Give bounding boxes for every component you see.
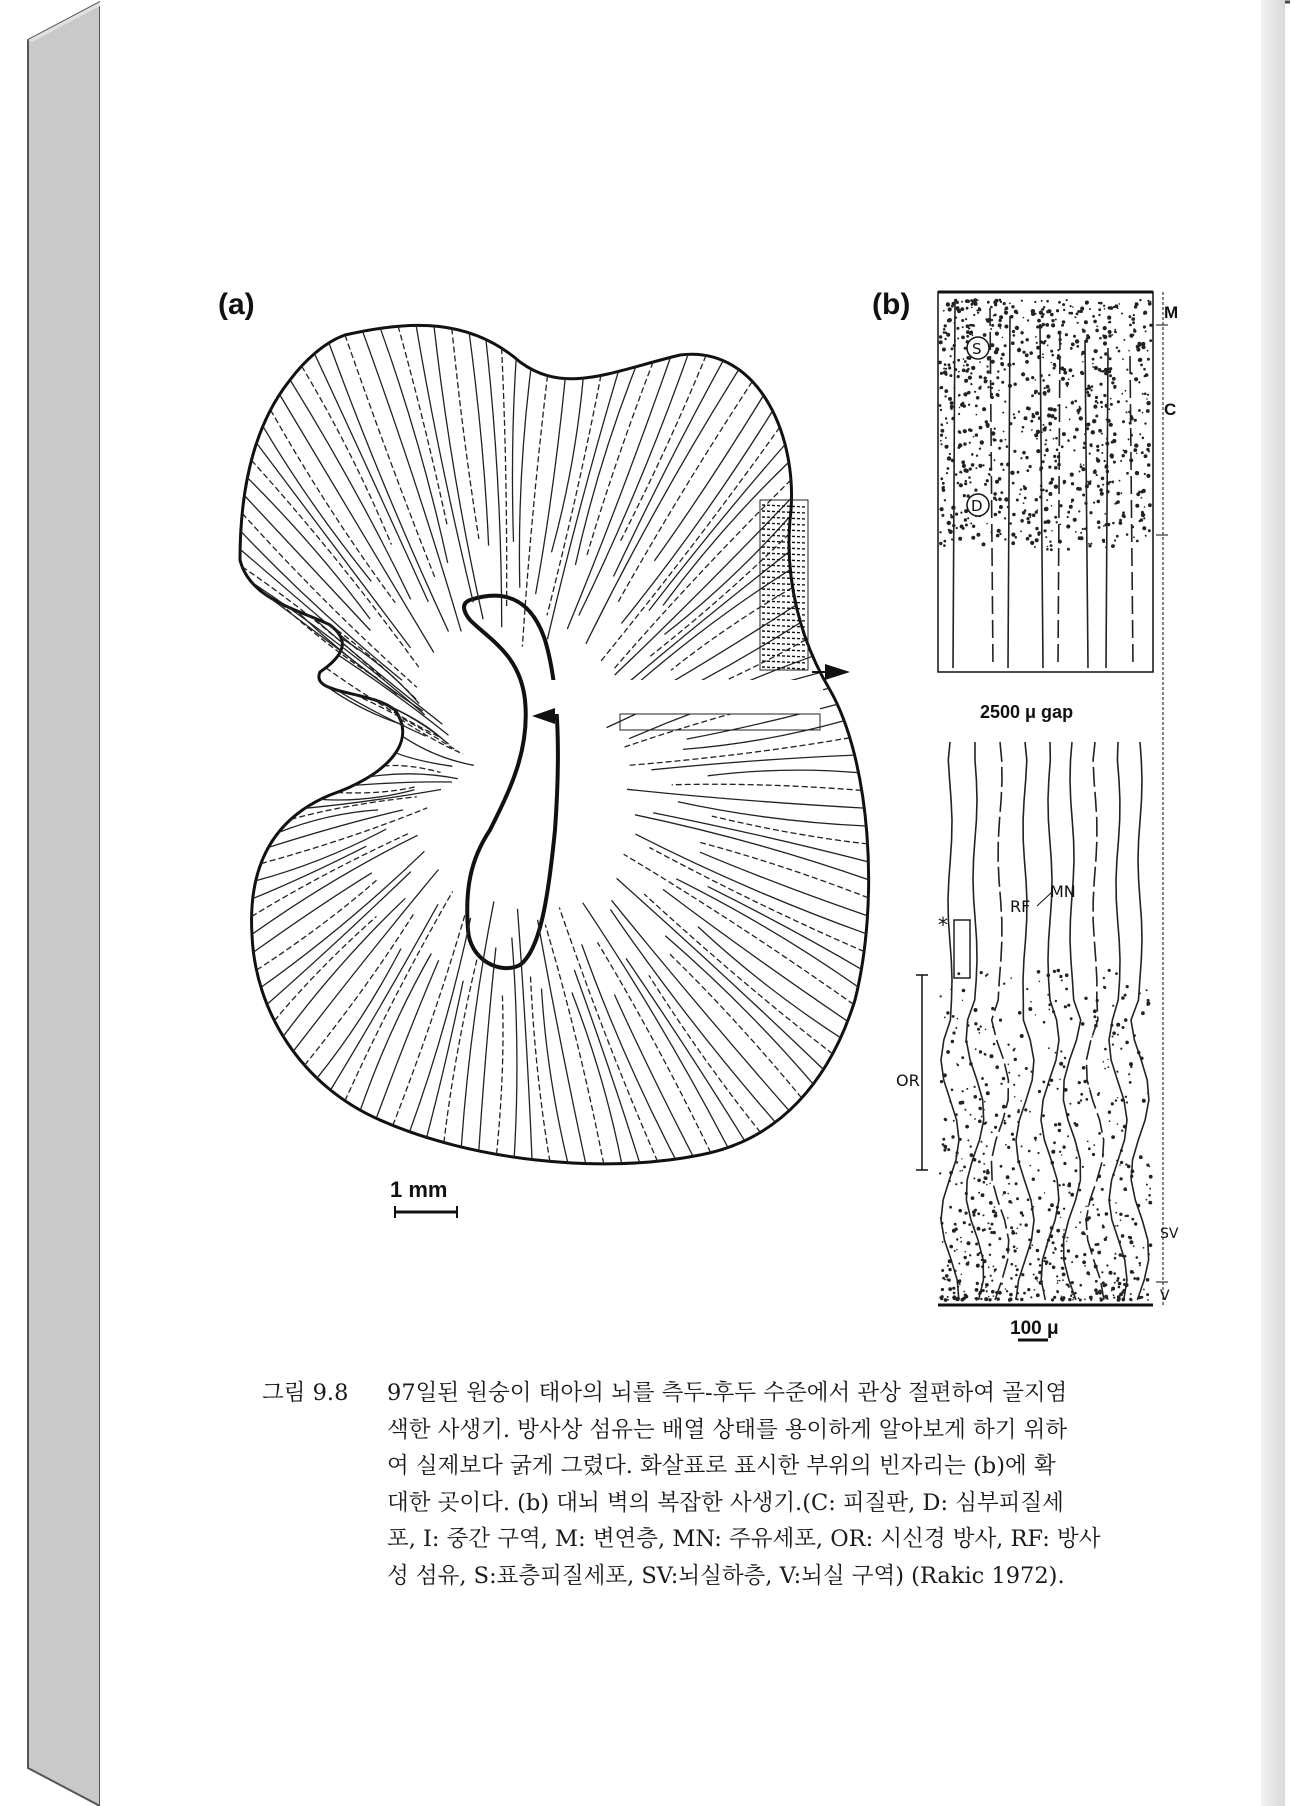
label-OR: OR: [896, 1071, 920, 1090]
label-C: C: [1164, 400, 1177, 419]
brain-section-drawing: [240, 325, 869, 1218]
label-V: V: [1160, 1288, 1170, 1304]
label-asterisk: *: [938, 913, 948, 937]
label-M: M: [1164, 303, 1179, 322]
panel-b-label: (b): [872, 288, 911, 321]
scale-label-a: 1 mm: [390, 1177, 448, 1202]
caption-line: 여 실제보다 굵게 그렸다. 화살표로 표시한 부위의 빈자리는 (b)에 확: [387, 1453, 1056, 1479]
arrow-left-icon: [825, 664, 850, 680]
gap-label: 2500 μ gap: [980, 702, 1074, 722]
panel-a-label: (a): [218, 288, 255, 321]
caption-line: 성 섬유, S:표층피질세포, SV:뇌실하층, V:뇌실 구역) (Rakic 1972).: [387, 1562, 1065, 1589]
caption-line: 색한 사생기. 방사상 섬유는 배열 상태를 용이하게 알아보게 하기 위하: [387, 1416, 1068, 1443]
label-D: D: [971, 497, 983, 515]
figure-number: 그림 9.8: [262, 1380, 349, 1406]
caption-line: 대한 곳이다. (b) 대뇌 벽의 복잡한 사생기.(C: 피질판, D: 심부피질세: [387, 1489, 1064, 1516]
caption-line: 포, I: 중간 구역, M: 변연층, MN: 주유세포, OR: 시신경 방사, RF: 방사: [387, 1526, 1101, 1552]
label-RF: RF: [1010, 897, 1031, 916]
caption-line: 97일된 원숭이 태아의 뇌를 측두-후두 수준에서 관상 절편하여 골지염: [387, 1380, 1068, 1406]
cortical-wall-drawing: [896, 292, 1179, 1340]
label-SV: SV: [1160, 1226, 1179, 1242]
caption-text: [387, 1375, 1157, 1594]
scale-label-b: 100 μ: [1010, 1318, 1059, 1339]
label-MN: MN: [1050, 882, 1076, 901]
label-S: S: [972, 340, 982, 358]
